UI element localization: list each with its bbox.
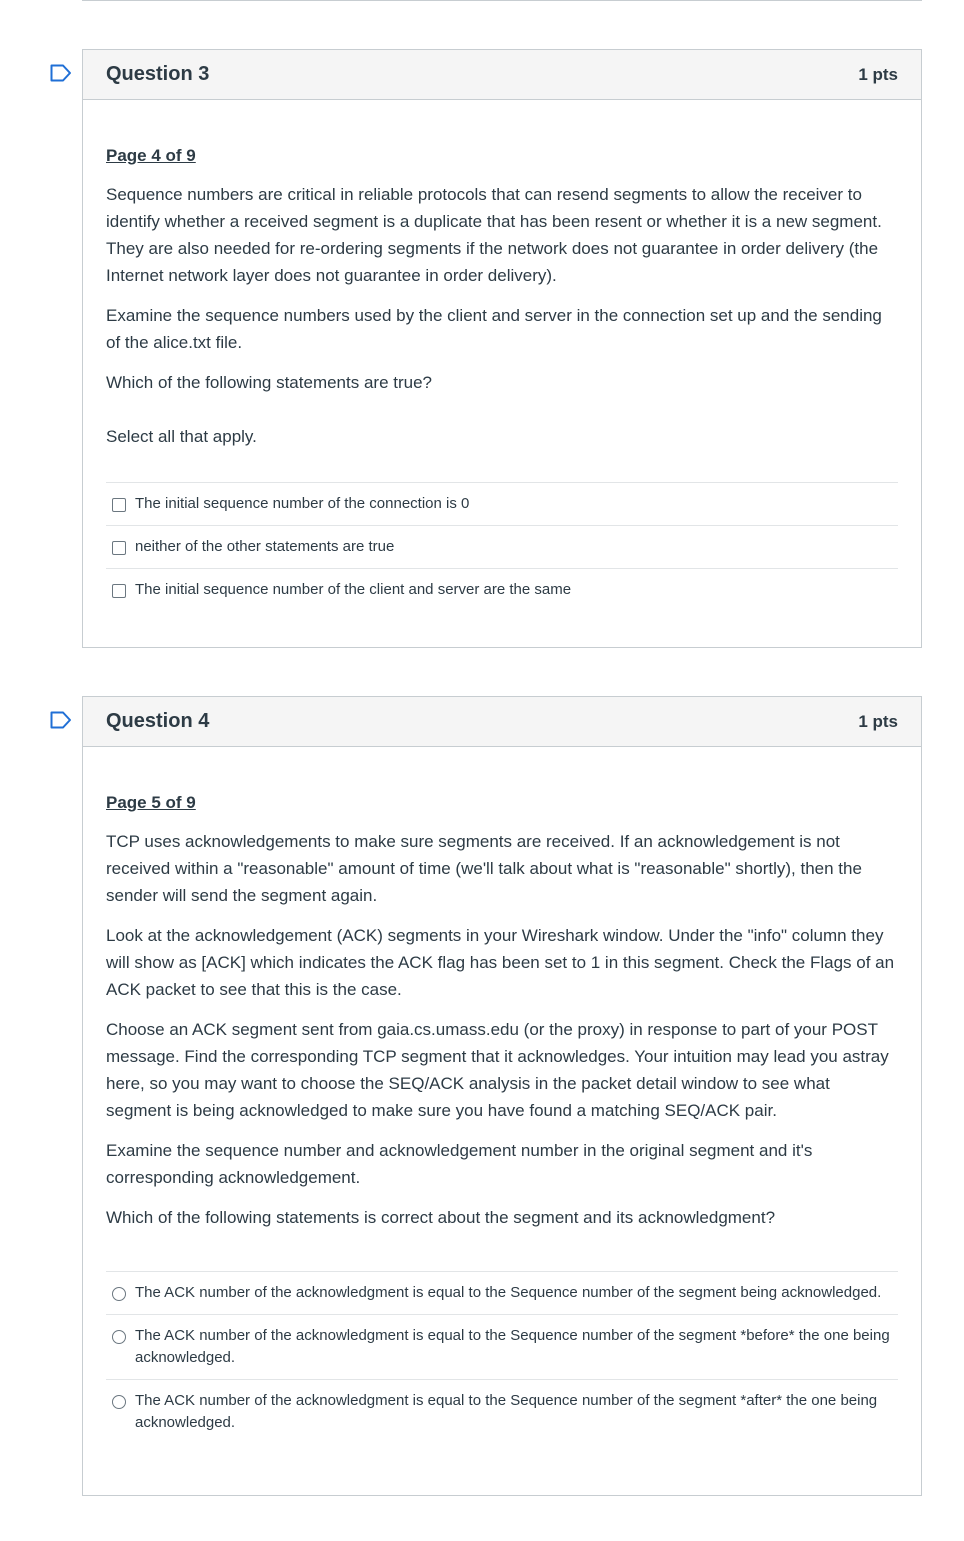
answer-radio[interactable] [112, 1395, 126, 1409]
answer-checkbox[interactable] [112, 584, 126, 598]
answer-checkbox[interactable] [112, 498, 126, 512]
question-body [83, 747, 921, 1462]
question-instruction: Select all that apply. [106, 427, 257, 446]
question-body [83, 100, 921, 629]
answer-list [106, 482, 898, 611]
question-prompt: Which of the following statements is correct about the segment and its acknowledgment? [106, 1208, 776, 1227]
answer-checkbox[interactable] [112, 541, 126, 555]
question-title: Question 3 [106, 63, 210, 85]
question-prompt: Which of the following statements are true? [106, 373, 432, 392]
answer-radio[interactable] [112, 1330, 126, 1344]
question-header [83, 50, 921, 100]
question-points: 1 pts [858, 64, 898, 84]
answer-option[interactable] [106, 525, 898, 568]
answer-option[interactable] [106, 1271, 898, 1314]
answer-label: The ACK number of the acknowledgment is equal to the Sequence number of the segment *before* the one being acknowledged. [135, 1327, 890, 1366]
question-header [83, 697, 921, 747]
page-link[interactable]: Page 5 of 9 [106, 793, 196, 812]
answer-label: The initial sequence number of the connection is 0 [135, 495, 470, 512]
answer-option[interactable] [106, 568, 898, 611]
answer-option[interactable] [106, 1379, 898, 1444]
question-text: TCP uses acknowledgements to make sure segments are received. If an acknowledgement is not received within a "reasonable" amount of time (we'll talk about what is "reasonable" shortly), then the sender will send the segment again. [106, 832, 862, 905]
question-text: Sequence numbers are critical in reliable protocols that can resend segments to allow the receiver to identify whether a received segment is a duplicate that has been resent or whether it is a new segment. They are also needed for re-ordering segments if the network does not guarantee in order delivery (the Internet network layer does not guarantee in order delivery). [106, 185, 882, 285]
question-text: Choose an ACK segment sent from gaia.cs.umass.edu (or the proxy) in response to part of your POST message. Find the corresponding TCP segment that it acknowledges. Your intuition may lead you astray here, so you may want to choose the SEQ/ACK analysis in the packet detail window to see what segment is being acknowledged to make sure you have found a matching SEQ/ACK pair. [106, 1020, 889, 1120]
answer-option[interactable] [106, 482, 898, 525]
question-text: Examine the sequence number and acknowledgement number in the original segment and it's corresponding acknowledgement. [106, 1141, 813, 1187]
page-link[interactable]: Page 4 of 9 [106, 146, 196, 165]
answer-option[interactable] [106, 1314, 898, 1379]
flag-question-icon[interactable] [50, 64, 72, 82]
flag-question-icon[interactable] [50, 711, 72, 729]
answer-list [106, 1271, 898, 1444]
question-points: 1 pts [858, 711, 898, 731]
answer-label: neither of the other statements are true [135, 538, 395, 555]
question-text: Look at the acknowledgement (ACK) segments in your Wireshark window. Under the "info" column they will show as [ACK] which indicates the ACK flag has been set to 1 in this segment. Check the Flags of an ACK packet to see that this is the case. [106, 926, 895, 999]
answer-radio[interactable] [112, 1287, 126, 1301]
question-title: Question 4 [106, 710, 210, 732]
top-divider [82, 0, 922, 1]
answer-label: The initial sequence number of the client and server are the same [135, 581, 572, 598]
answer-label: The ACK number of the acknowledgment is equal to the Sequence number of the segment *after* the one being acknowledged. [135, 1392, 878, 1431]
question-text: Examine the sequence numbers used by the client and server in the connection set up and the sending of the alice.txt file. [106, 306, 882, 352]
question-4 [82, 696, 922, 1496]
answer-label: The ACK number of the acknowledgment is equal to the Sequence number of the segment being acknowledged. [135, 1284, 882, 1301]
question-3 [82, 49, 922, 648]
